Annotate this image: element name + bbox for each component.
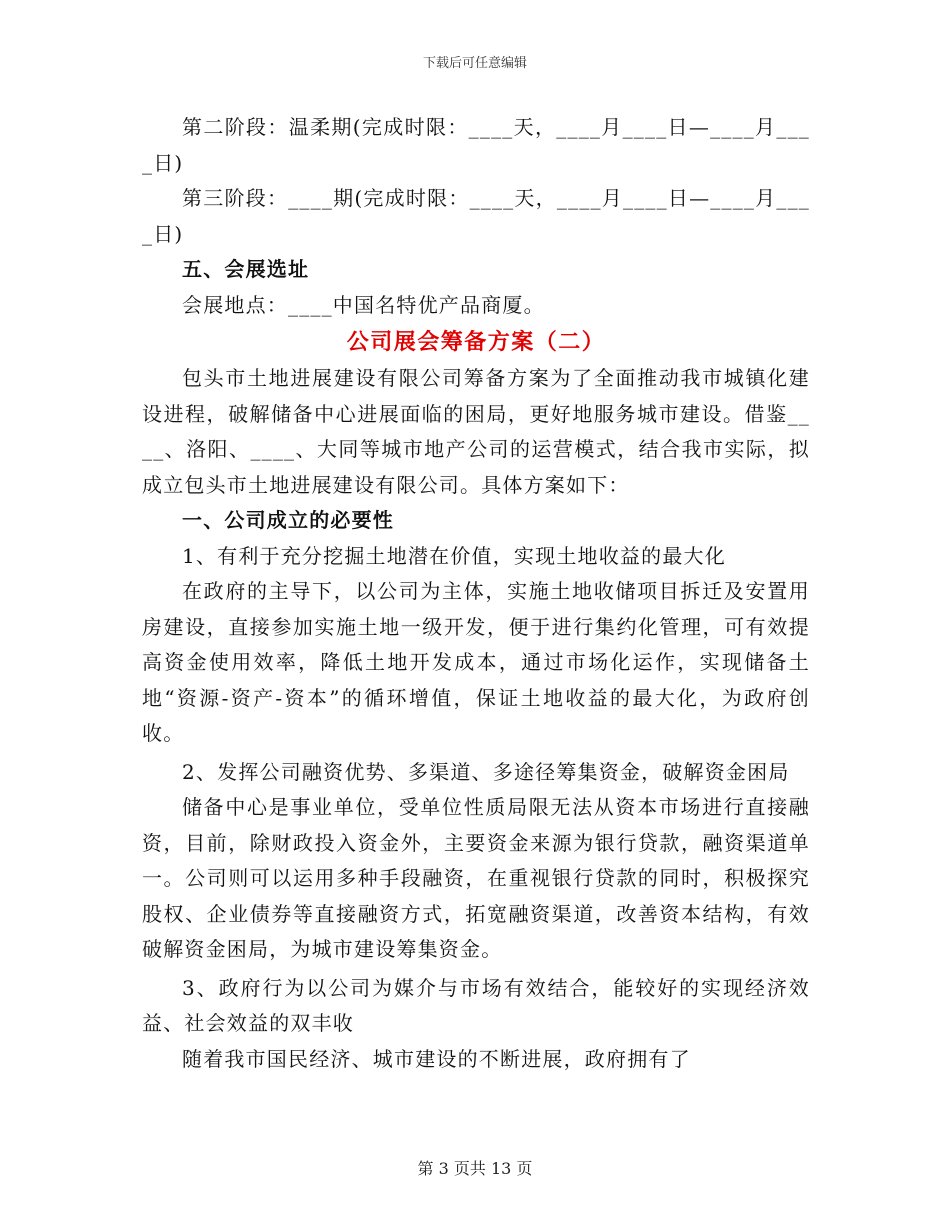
- point-3-body: 随着我市国民经济、城市建设的不断进展，政府拥有了: [182, 1046, 691, 1071]
- page-footer: 第 3 页共 13 页: [417, 1159, 533, 1178]
- point-3-heading: 3、政府行为以公司为媒介与市场有效结合，能较好的实现经济效益、社会效益的双丰收: [142, 975, 810, 1035]
- point-2-heading: 2、发挥公司融资优势、多渠道、多途径筹集资金，破解资金困局: [182, 759, 790, 784]
- intro-paragraph: 包头市土地进展建设有限公司筹备方案为了全面推动我市城镇化建设进程，破解储备中心进展面临的困局，更好地服务城市建设。借鉴____、洛阳、____、大同等城市地产公司的运营模式，结合我市实际，拟成立包头市土地进展建设有限公司。具体方案如下：: [142, 366, 810, 497]
- section-5-heading: 五、会展选址: [182, 257, 310, 281]
- point-1-heading: 1、有利于充分挖掘土地潜在价值，实现土地收益的最大化: [182, 543, 726, 568]
- document-body: [142, 110, 810, 1077]
- stage-3-paragraph: 第三阶段：____期(完成时限：____天，____月____日—____月____日): [142, 186, 810, 246]
- document-title: 公司展会筹备方案（二）: [346, 329, 606, 355]
- section-1-heading: 一、公司成立的必要性: [182, 508, 394, 532]
- stage-2-paragraph: 第二阶段：温柔期(完成时限：____天，____月____日—____月____日): [142, 115, 810, 175]
- page-header: 下载后可任意编辑: [422, 56, 527, 71]
- point-2-body: 储备中心是事业单位，受单位性质局限无法从资本市场进行直接融资，目前，除财政投入资金外，主要资金来源为银行贷款，融资渠道单一。公司则可以运用多种手段融资，在重视银行贷款的同时，积极探究股权、企业债券等直接融资方式，拓宽融资渠道，改善资本结构，有效破解资金困局，为城市建设筹集资金。: [142, 795, 810, 961]
- venue-paragraph: 会展地点：____中国名特优产品商厦。: [182, 292, 545, 317]
- point-1-body: 在政府的主导下，以公司为主体，实施土地收储项目拆迁及安置用房建设，直接参加实施土地一级开发，便于进行集约化管理，可有效提高资金使用效率，降低土地开发成本，通过市场化运作，实现储备土地“资源-资产-资本”的循环增值，保证土地收益的最大化，为政府创收。: [142, 579, 810, 745]
